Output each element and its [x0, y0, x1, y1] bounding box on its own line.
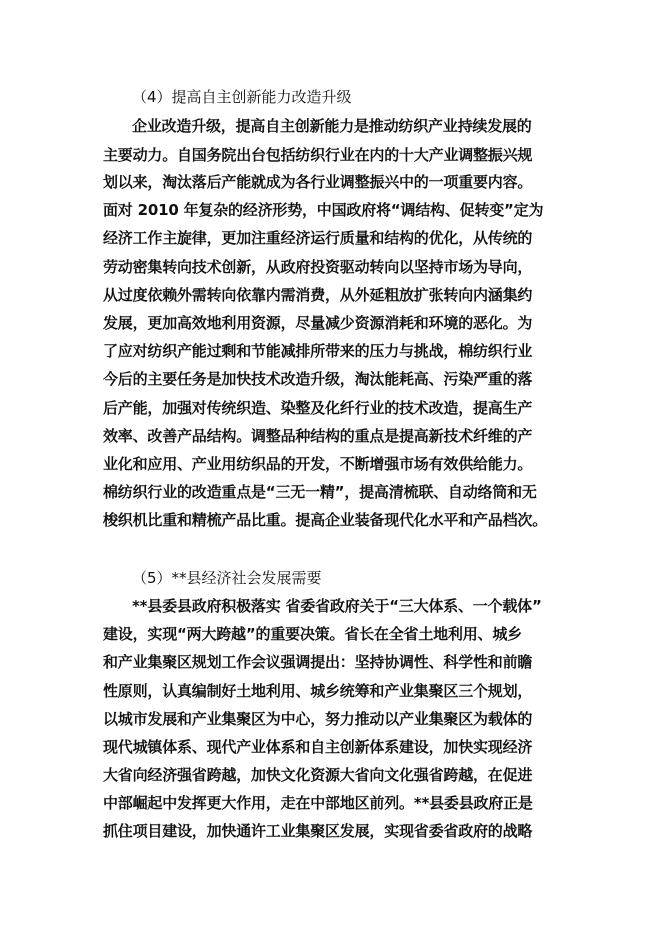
section-4-line: 划以来，淘汰落后产能就成为各行业调整振兴中的一项重要内容。 — [103, 173, 533, 191]
section-5-line: 以城市发展和产业集聚区为中心，努力推动以产业集聚区为载体的 — [103, 710, 533, 728]
section-4-heading: （4）提高自主创新能力改造升级 — [132, 88, 352, 106]
section-4-line: 业化和应用、产业用纺织品的开发，不断增强市场有效供给能力。 — [103, 455, 533, 473]
section-5-line: 中部崛起中发挥更大作用，走在中部地区前列。**县委县政府正是 — [103, 794, 533, 812]
section-5-line: **县委县政府积极落实 省委省政府关于“三大体系、一个载体” — [132, 597, 542, 615]
section-4-line: 了应对纺织产能过剩和节能减排所带来的压力与挑战，棉纺织行业 — [103, 342, 533, 360]
section-4-line: 后产能，加强对传统织造、染整及化纤行业的技术改造，提高生产 — [103, 399, 533, 417]
section-4-line: 效率、改善产品结构。调整品种结构的重点是提高新技术纤维的产 — [103, 427, 533, 445]
section-5-line: 大省向经济强省跨越，加快文化资源大省向文化强省跨越，在促进 — [103, 766, 533, 784]
section-4-line: 经济工作主旋律，更加注重经济运行质量和结构的优化，从传统的 — [103, 229, 533, 247]
section-5-line: 抓住项目建设，加快通许工业集聚区发展，实现省委省政府的战略 — [103, 822, 533, 840]
section-4-line: 从过度依赖外需转向依靠内需消费，从外延粗放扩张转向内涵集约 — [103, 286, 533, 304]
section-5-line: 建设，实现“两大跨越”的重要决策。省长在全省土地利用、城乡 — [103, 625, 522, 643]
section-5-line: 现代城镇体系、现代产业体系和自主创新体系建设，加快实现经济 — [103, 738, 533, 756]
section-5-heading: （5）**县经济社会发展需要 — [132, 569, 322, 587]
section-4-line: 劳动密集转向技术创新，从政府投资驱动转向以坚持市场为导向， — [103, 258, 533, 276]
section-4-line: 棉纺织行业的改造重点是“三无一精”，提高清梳联、自动络筒和无 — [103, 483, 537, 501]
section-4-line: 面对 2010 年复杂的经济形势，中国政府将“调结构、促转变”定为 — [103, 201, 544, 219]
section-4-line: 主要动力。自国务院出台包括纺织行业在内的十大产业调整振兴规 — [103, 146, 533, 164]
section-4-line: 梭织机比重和精梳产品比重。提高企业装备现代化水平和产品档次。 — [103, 511, 548, 529]
section-4-line: 企业改造升级，提高自主创新能力是推动纺织产业持续发展的 — [132, 117, 532, 135]
section-5-line: 和产业集聚区规划工作会议强调提出：坚持协调性、科学性和前瞻 — [103, 653, 533, 671]
section-4-line: 今后的主要任务是加快技术改造升级，淘汰能耗高、污染严重的落 — [103, 370, 533, 388]
section-4-line: 发展，更加高效地利用资源，尽量减少资源消耗和环境的恶化。为 — [103, 314, 533, 332]
section-5-line: 性原则，认真编制好土地利用、城乡统筹和产业集聚区三个规划， — [103, 682, 533, 700]
